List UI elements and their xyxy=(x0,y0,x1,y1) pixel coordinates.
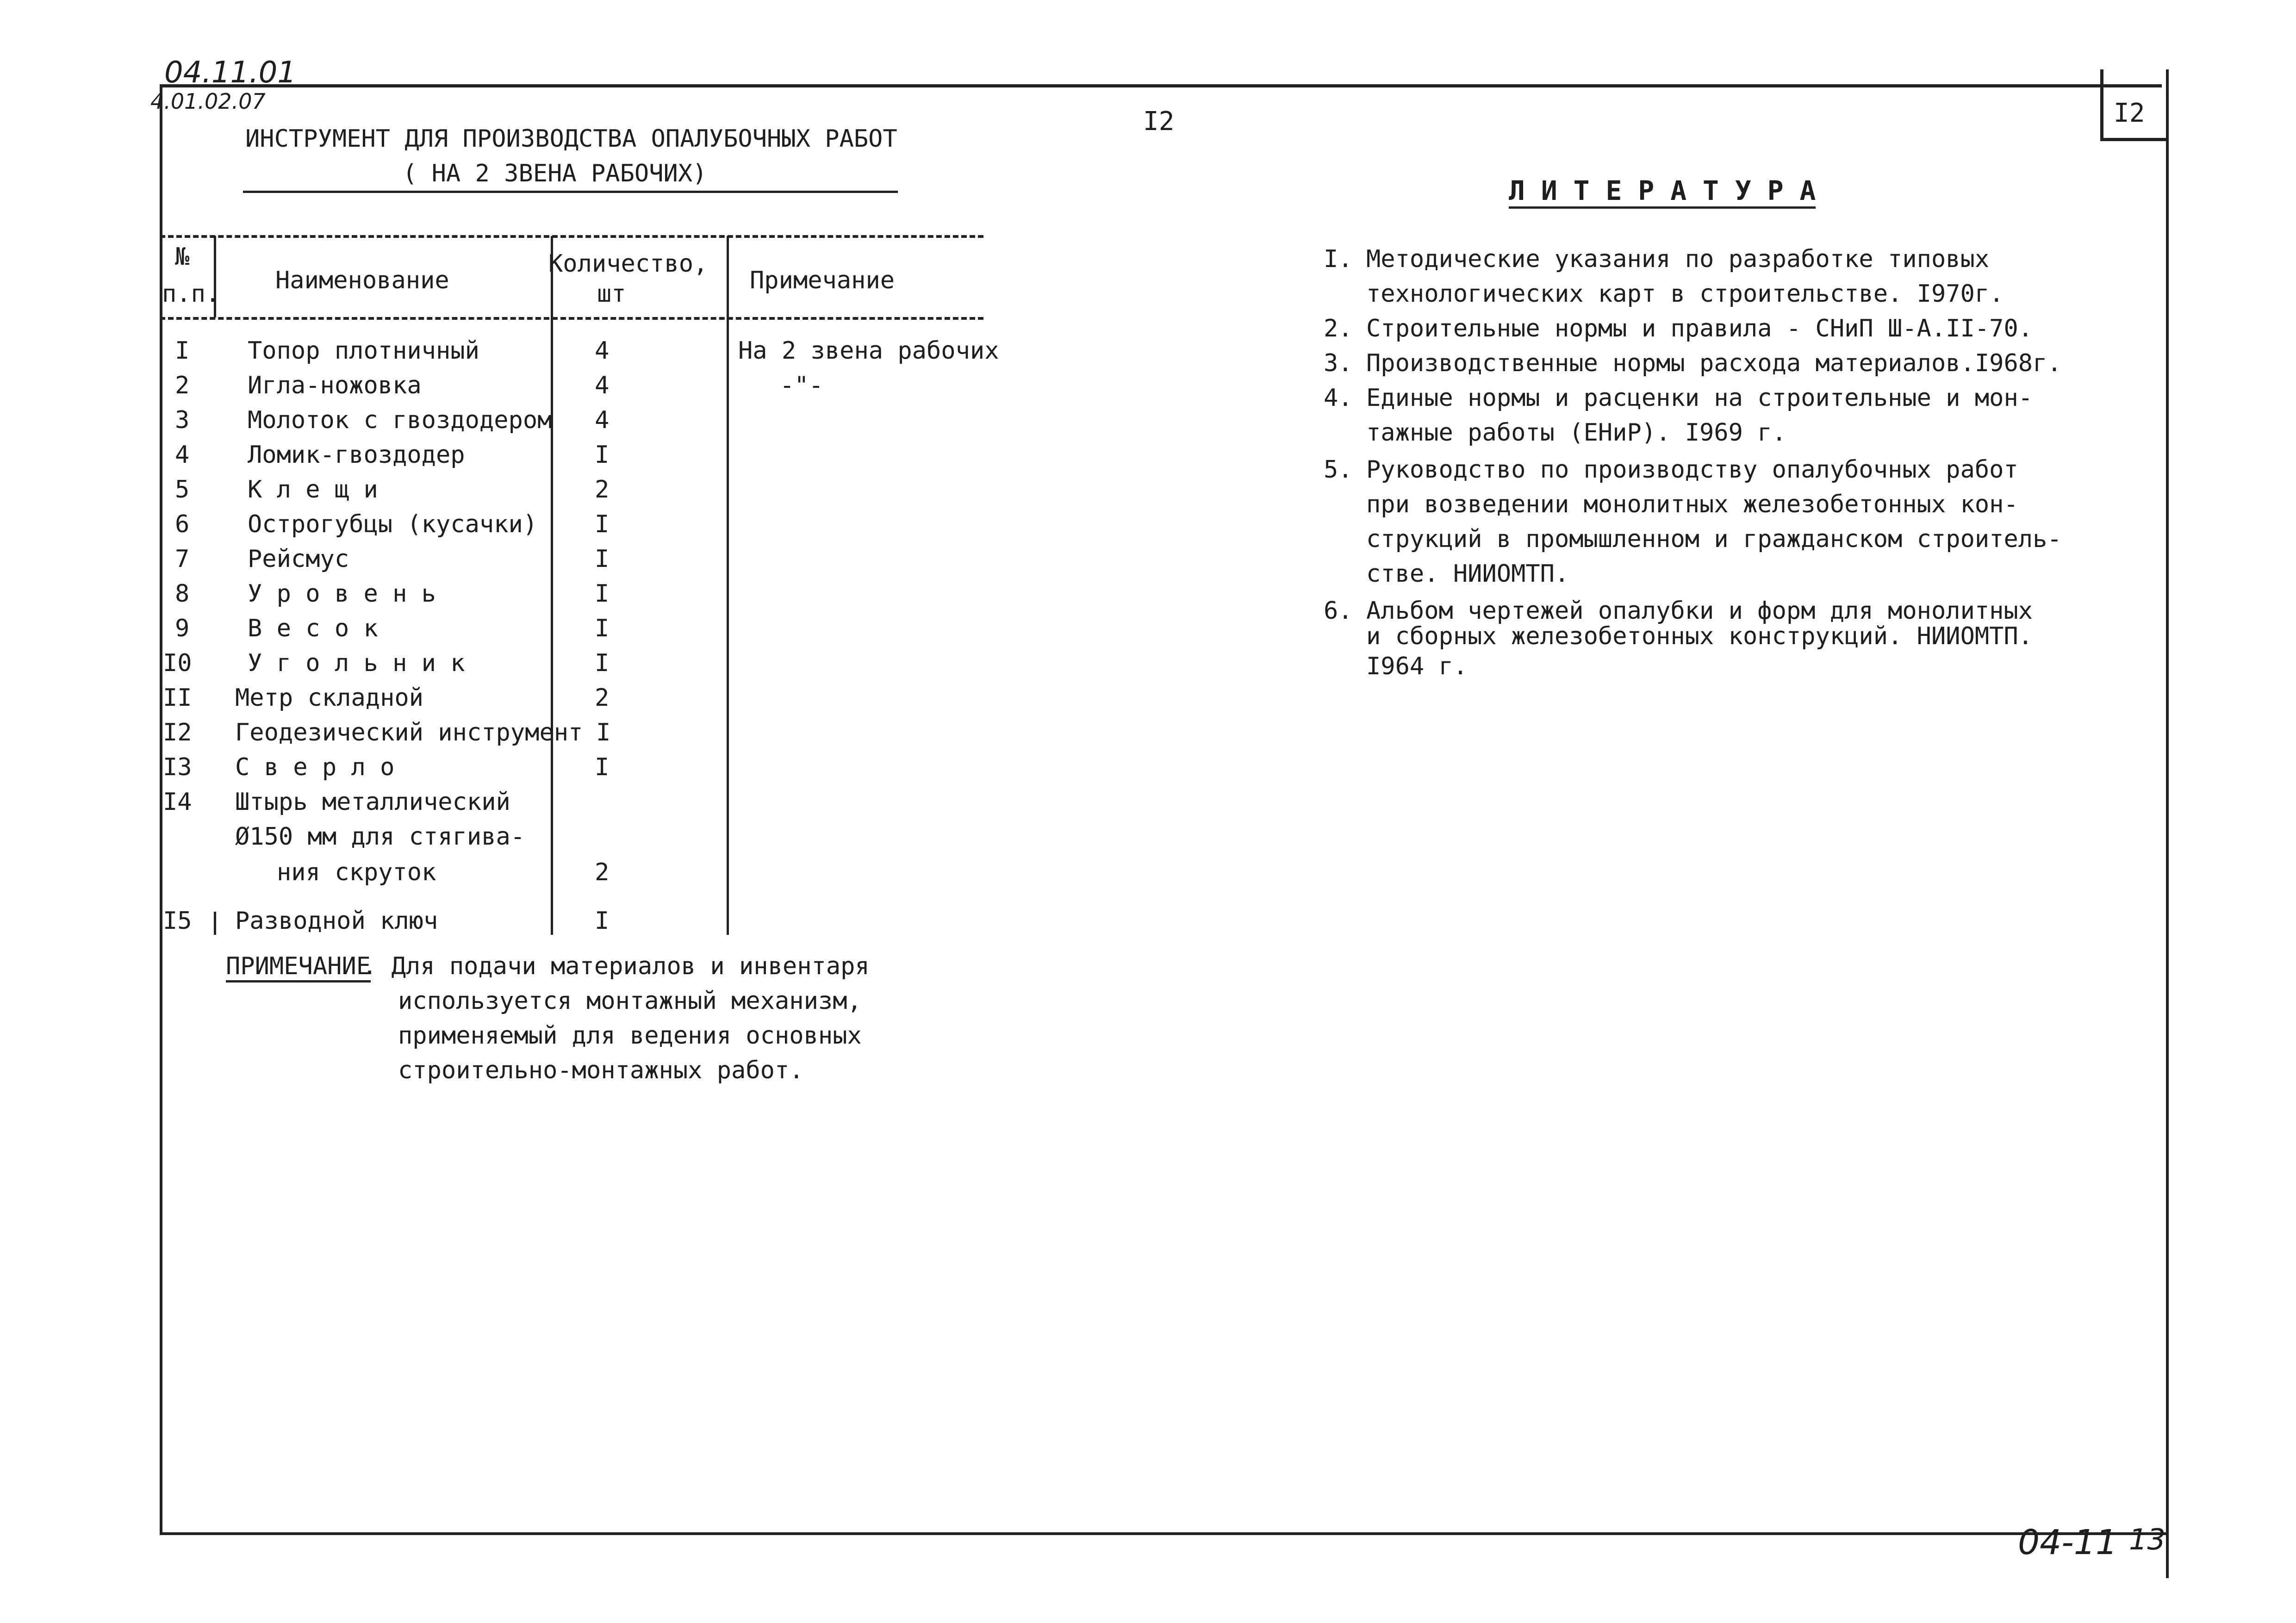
tools-subtitle: ( НА 2 ЗВЕНА РАБОЧИХ) xyxy=(403,160,707,187)
remark-label-text: ПРИМЕЧАНИЕ xyxy=(226,952,371,983)
row-name: Топор плотничный xyxy=(248,337,479,365)
row-qty: 4 xyxy=(595,372,610,399)
frame-bottom-border xyxy=(160,1532,2168,1535)
row-name: Острогубцы (кусачки) xyxy=(248,510,538,538)
row-name: Метр складной xyxy=(235,684,423,712)
table-col-line-3 xyxy=(727,236,729,935)
row-name: У р о в е н ь xyxy=(248,580,436,608)
row-num: 6 xyxy=(175,510,190,538)
remark-line2: используется монтажный механизм, xyxy=(398,987,862,1015)
literature-item-line2: при возведении монолитных железобетонных кон- xyxy=(1366,491,2018,518)
row-num: I0 xyxy=(163,649,192,677)
literature-item-line3: I964 г. xyxy=(1366,653,1468,680)
row-qty: 2 xyxy=(595,476,610,504)
literature-item-line2: технологических карт в строительстве. I970г. xyxy=(1366,280,2004,308)
row-qty: 2 xyxy=(595,858,610,886)
row-num: I xyxy=(175,337,190,365)
row-qty: I xyxy=(595,580,610,608)
literature-item-num: 5. xyxy=(1324,456,1353,484)
row-note: -"- xyxy=(780,372,823,399)
row-name: Разводной ключ xyxy=(235,907,438,935)
literature-item-line3: струкций в промышленном и гражданском строитель- xyxy=(1366,525,2062,553)
page-number-box xyxy=(2100,69,2166,141)
literature-item-num: 2. xyxy=(1324,315,1353,342)
bottom-sheet-handwritten: 13 xyxy=(2129,1523,2165,1556)
row-qty: I xyxy=(595,907,610,935)
row-num: 4 xyxy=(175,441,190,469)
row-name: Ломик-гвоздодер xyxy=(248,441,465,469)
row-qty: I xyxy=(595,441,610,469)
header-name: Наименование xyxy=(275,267,449,294)
row-qty: 4 xyxy=(595,337,610,365)
literature-item-num: 4. xyxy=(1324,384,1353,412)
row-num: 3 xyxy=(175,406,190,434)
doc-code-handwritten: 04.11.01 xyxy=(164,56,296,90)
literature-item-num: 6. xyxy=(1324,597,1353,625)
header-qty-line1: Количество, xyxy=(548,250,708,278)
row-qty: I xyxy=(595,545,610,573)
row-name-line2: Ø150 мм для стягива- xyxy=(235,823,525,851)
header-note: Примечание xyxy=(750,267,895,294)
literature-item-line1: Единые нормы и расценки на строительные и мон- xyxy=(1366,384,2033,412)
literature-item-line1: Руководство по производству опалубочных работ xyxy=(1366,456,2018,484)
table-col-line-2 xyxy=(551,236,553,935)
literature-item-num: I. xyxy=(1324,245,1353,273)
table-header-rule xyxy=(160,317,983,320)
row-num: I2 xyxy=(163,719,192,746)
tools-title: ИНСТРУМЕНТ ДЛЯ ПРОИЗВОДСТВА ОПАЛУБОЧНЫХ РАБОТ xyxy=(245,125,897,153)
literature-item-line1: Строительные нормы и правила - СНиП Ш-А.II-70. xyxy=(1366,315,2033,342)
remark-line1: . Для подачи материалов и инвентаря xyxy=(362,952,870,980)
row-name: Игла-ножовка xyxy=(248,372,422,399)
row-num: 8 xyxy=(175,580,190,608)
row-name: К л е щ и xyxy=(248,476,378,504)
row-name: В е с о к xyxy=(248,615,378,642)
header-num-line1: № xyxy=(175,243,190,271)
frame-top-border xyxy=(160,84,2162,87)
row-num: 9 xyxy=(175,615,190,642)
literature-item-line1: Производственные нормы расхода материалов.I968г. xyxy=(1366,349,2062,377)
row-note: На 2 звена рабочих xyxy=(738,337,999,365)
row-name: Молоток с гвоздодером xyxy=(248,406,552,434)
literature-title-text: Л И Т Е Р А Т У Р А xyxy=(1509,175,1816,209)
literature-title xyxy=(1509,175,1816,206)
row-name: Геодезический инструмент xyxy=(235,719,583,746)
row-qty: 4 xyxy=(595,406,610,434)
literature-item-line1: Методические указания по разработке типовых xyxy=(1366,245,1990,273)
row-name: Рейсмус xyxy=(248,545,349,573)
tools-title-underline xyxy=(243,191,898,193)
row-num: 2 xyxy=(175,372,190,399)
row-name-line3: ния скруток xyxy=(277,858,436,886)
literature-item-line4: стве. НИИОМТП. xyxy=(1366,560,1569,588)
row-name-line1: Штырь металлический xyxy=(235,788,510,816)
literature-item-line2: тажные работы (ЕНиР). I969 г. xyxy=(1366,419,1786,447)
row-num: I3 xyxy=(163,753,192,781)
row-qty: I xyxy=(596,719,611,746)
header-qty-line2: шт xyxy=(597,280,626,308)
row-qty: I xyxy=(595,753,610,781)
row-num: 7 xyxy=(175,545,190,573)
page-number-center: I2 xyxy=(1143,106,1175,137)
literature-item-line1: Альбом чертежей опалубки и форм для монолитных xyxy=(1366,597,2033,625)
row-num: I5 xyxy=(163,907,192,935)
row-num: 5 xyxy=(175,476,190,504)
page-number-box-text: I2 xyxy=(2114,98,2145,128)
row-qty: I xyxy=(595,510,610,538)
row-name: С в е р л о xyxy=(235,753,395,781)
doc-subcode-handwritten: 4.01.02.07 xyxy=(150,89,266,114)
frame-right-border xyxy=(2166,69,2169,1578)
row-qty: I xyxy=(595,615,610,642)
bottom-code-handwritten: 04-11 xyxy=(2018,1523,2118,1562)
remark-line3: применяемый для ведения основных xyxy=(398,1022,862,1050)
table-col-line-1-bottom xyxy=(214,912,216,935)
header-num-line2: п.п. xyxy=(162,280,220,308)
remark-line4: строительно-монтажных работ. xyxy=(398,1057,804,1084)
row-qty: 2 xyxy=(595,684,610,712)
literature-item-num: 3. xyxy=(1324,349,1353,377)
row-num: I4 xyxy=(163,788,192,816)
literature-item-line2: и сборных железобетонных конструкций. НИИОМТП. xyxy=(1366,622,2033,650)
remark-label xyxy=(226,952,371,980)
row-num: II xyxy=(163,684,192,712)
row-qty: I xyxy=(595,649,610,677)
row-name: У г о л ь н и к xyxy=(248,649,465,677)
table-top-rule xyxy=(160,235,983,238)
